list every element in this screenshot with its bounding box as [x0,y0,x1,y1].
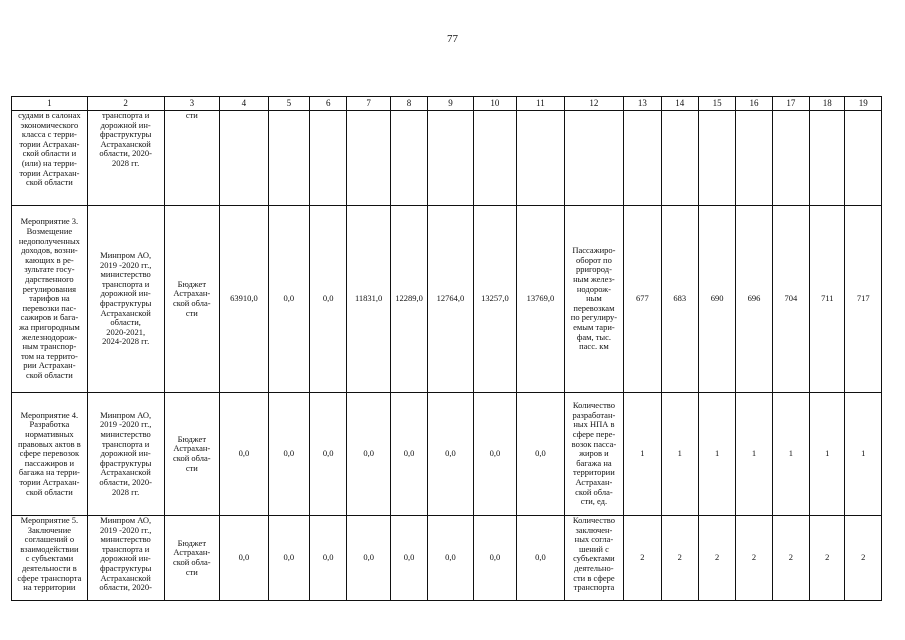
column-number: 9 [428,97,473,111]
value-cell: 11831,0 [347,206,390,393]
value-cell: 0,0 [220,516,269,601]
value-cell: 0,0 [347,516,390,601]
column-number: 10 [473,97,516,111]
target-cell [810,111,845,206]
value-cell: 0,0 [310,206,347,393]
value-cell: 12764,0 [428,206,473,393]
column-number: 5 [268,97,309,111]
table-row [12,111,882,206]
value-cell [390,111,427,206]
target-cell: 2 [736,516,772,601]
value-cell: 0,0 [390,516,427,601]
executor-cell: транспорта и дорожной ин- фраструктуры Астраханской области, 2020- 2028 гг. [87,111,164,206]
target-cell [661,111,698,206]
value-cell [220,111,269,206]
executor-cell: Минпром АО, 2019 -2020 гг., министерство транспорта и дорожной ин- фраструктуры Астраханской области, 2020-2021, 2024-2028 гг. [87,206,164,393]
event-cell: Мероприятие 4. Разработка нормативных правовых актов в сфере перевозок пассажиров и багажа на терри- тории Астрахан- ской области [12,393,88,516]
target-cell [736,111,772,206]
value-cell: 0,0 [428,393,473,516]
event-cell: Мероприятие 5. Заключение соглашений о взаимодействии с субъектами деятельности в сфере транспорта на территории [12,516,88,601]
source-cell: Бюджет Астрахан- ской обла- сти [164,393,220,516]
value-cell: 0,0 [268,206,309,393]
table-row [12,393,882,516]
value-cell [347,111,390,206]
indicator-cell: Пассажиро- оборот по pригород- ным желез- нодорож- ным перевозкам по регулиру- емым тари- фам, тыс. пасс. км [564,206,624,393]
column-number: 16 [736,97,772,111]
event-cell: Мероприятие 3. Возмещение недополученных доходов, возни- кающих в ре- зультате госу- дарственного регулирования тарифов на перевозки пас- сажиров и бага- жа пригородным железнодорож- ным транспор- том на террито- рии Астрахан- ской области [12,206,88,393]
value-cell [310,111,347,206]
target-cell: 717 [845,206,882,393]
value-cell: 0,0 [517,516,564,601]
column-number: 15 [698,97,735,111]
value-cell: 0,0 [517,393,564,516]
target-cell: 683 [661,206,698,393]
column-number: 8 [390,97,427,111]
source-cell: Бюджет Астрахан- ской обла- сти [164,516,220,601]
target-cell: 1 [661,393,698,516]
column-number: 13 [624,97,661,111]
value-cell [268,111,309,206]
target-cell: 711 [810,206,845,393]
value-cell [428,111,473,206]
target-cell: 2 [661,516,698,601]
column-number: 6 [310,97,347,111]
target-cell: 677 [624,206,661,393]
indicator-cell: Количество разработан- ных НПА в сфере пере- возок пасса- жиров и багажа на территории Астрахан- ской обла- сти, ед. [564,393,624,516]
value-cell: 0,0 [428,516,473,601]
value-cell: 0,0 [268,516,309,601]
target-cell: 1 [772,393,809,516]
value-cell: 0,0 [268,393,309,516]
value-cell: 0,0 [473,393,516,516]
column-number: 19 [845,97,882,111]
target-cell [698,111,735,206]
column-number: 14 [661,97,698,111]
target-cell: 2 [845,516,882,601]
executor-cell: Минпром АО, 2019 -2020 гг., министерство транспорта и дорожной ин- фраструктуры Астраханской области, 2020- 2028 гг. [87,393,164,516]
value-cell: 0,0 [347,393,390,516]
column-number-row [12,97,882,111]
target-cell: 1 [845,393,882,516]
value-cell: 0,0 [310,393,347,516]
target-cell: 696 [736,206,772,393]
target-cell: 2 [698,516,735,601]
value-cell [517,111,564,206]
value-cell: 63910,0 [220,206,269,393]
page-number: 77 [447,33,458,45]
value-cell: 0,0 [310,516,347,601]
table-row [12,206,882,393]
column-number: 1 [12,97,88,111]
value-cell: 12289,0 [390,206,427,393]
column-number: 17 [772,97,809,111]
column-number: 11 [517,97,564,111]
target-cell: 2 [810,516,845,601]
value-cell: 13769,0 [517,206,564,393]
value-cell: 0,0 [220,393,269,516]
target-cell: 1 [624,393,661,516]
target-cell: 2 [772,516,809,601]
value-cell: 13257,0 [473,206,516,393]
column-number: 7 [347,97,390,111]
target-cell [845,111,882,206]
target-cell: 690 [698,206,735,393]
value-cell: 0,0 [473,516,516,601]
value-cell: 0,0 [390,393,427,516]
executor-cell: Минпром АО, 2019 -2020 гг., министерство транспорта и дорожной ин- фраструктуры Астраханской области, 2020- [87,516,164,601]
column-number: 4 [220,97,269,111]
source-cell: Бюджет Астрахан- ской обла- сти [164,206,220,393]
target-cell [772,111,809,206]
table-row [12,516,882,601]
column-number: 2 [87,97,164,111]
indicator-cell [564,111,624,206]
program-events-table [11,96,882,601]
target-cell [624,111,661,206]
column-number: 18 [810,97,845,111]
target-cell: 1 [810,393,845,516]
event-cell: судами в салонах экономического класса с терри- тории Астрахан- ской области и (или) на терри- тории Астрахан- ской области [12,111,88,206]
value-cell [473,111,516,206]
target-cell: 704 [772,206,809,393]
column-number: 3 [164,97,220,111]
target-cell: 2 [624,516,661,601]
target-cell: 1 [698,393,735,516]
column-number: 12 [564,97,624,111]
target-cell: 1 [736,393,772,516]
source-cell: сти [164,111,220,206]
indicator-cell: Количество заключен- ных согла- шений с субъектами деятельно- сти в сфере транспорта [564,516,624,601]
